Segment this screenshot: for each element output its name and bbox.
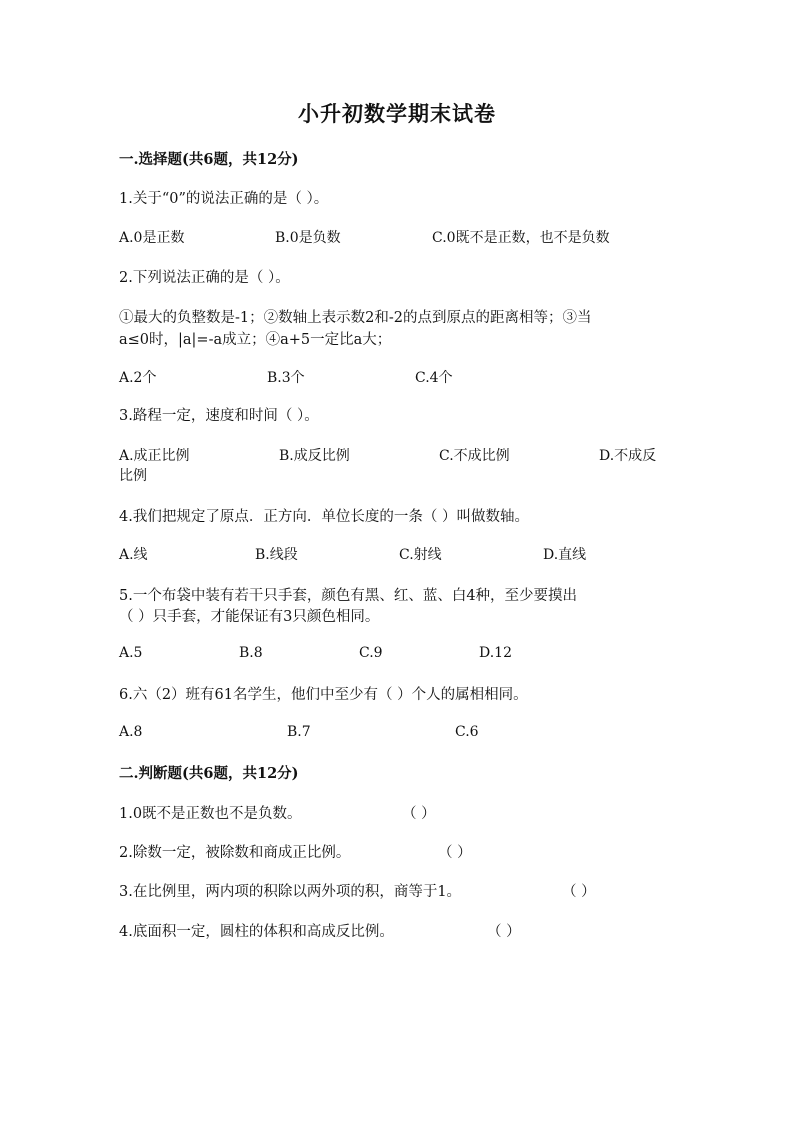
page-title: 小升初数学期末试卷 bbox=[298, 101, 496, 126]
question-4-option-b: B.线段 bbox=[255, 547, 298, 563]
question-3-option-b: B.成反比例 bbox=[279, 448, 350, 464]
question-6-option-c: C.6 bbox=[455, 724, 479, 740]
question-3-option-d-continued: 比例 bbox=[119, 468, 147, 484]
question-4-stem: 4.我们把规定了原点．正方向．单位长度的一条（ ）叫做数轴。 bbox=[119, 509, 529, 525]
judgement-item-4: 4.底面积一定，圆柱的体积和高成反比例。 bbox=[119, 924, 394, 940]
question-2-statement-line-1: ①最大的负整数是-1；②数轴上表示数2和-2的点到原点的距离相等；③当 bbox=[119, 310, 592, 326]
question-1-option-b: B.0是负数 bbox=[275, 230, 341, 246]
question-3-option-a: A.成正比例 bbox=[119, 448, 190, 464]
question-2-option-c: C.4个 bbox=[415, 370, 453, 386]
section-heading-judgement: 二.判断题(共6题，共12分) bbox=[119, 765, 299, 782]
judgement-item-2: 2.除数一定，被除数和商成正比例。 bbox=[119, 845, 351, 861]
question-1-option-c: C.0既不是正数，也不是负数 bbox=[432, 230, 610, 246]
question-3-option-c: C.不成比例 bbox=[439, 448, 510, 464]
question-4-option-c: C.射线 bbox=[399, 547, 442, 563]
judgement-item-3-answer-blank: （ ） bbox=[562, 884, 596, 900]
judgement-item-2-answer-blank: （ ） bbox=[438, 845, 472, 861]
question-4-option-d: D.直线 bbox=[543, 547, 587, 563]
question-2-stem: 2.下列说法正确的是（ ）。 bbox=[119, 270, 290, 286]
judgement-item-3: 3.在比例里，两内项的积除以两外项的积，商等于1。 bbox=[119, 884, 462, 900]
question-5-option-c: C.9 bbox=[359, 645, 383, 661]
question-3-option-d: D.不成反 bbox=[599, 448, 657, 464]
question-3-stem: 3.路程一定，速度和时间（ ）。 bbox=[119, 408, 319, 424]
question-5-stem-line-1: 5.一个布袋中装有若干只手套，颜色有黑、红、蓝、白4种，至少要摸出 bbox=[119, 588, 578, 604]
judgement-item-1-answer-blank: （ ） bbox=[402, 806, 436, 822]
section-heading-choice: 一.选择题(共6题，共12分) bbox=[119, 151, 299, 168]
question-6-stem: 6.六（2）班有61名学生，他们中至少有（ ）个人的属相相同。 bbox=[119, 687, 528, 703]
question-2-option-a: A.2个 bbox=[119, 370, 157, 386]
question-1-stem: 1.关于“0”的说法正确的是（ ）。 bbox=[119, 191, 329, 207]
question-6-option-a: A.8 bbox=[119, 724, 143, 740]
question-2-statement-line-2: a≤0时，|a|=-a成立；④a+5一定比a大； bbox=[119, 332, 392, 348]
question-5-option-d: D.12 bbox=[479, 645, 512, 661]
question-6-option-b: B.7 bbox=[287, 724, 311, 740]
question-5-option-b: B.8 bbox=[239, 645, 263, 661]
question-4-option-a: A.线 bbox=[119, 547, 148, 563]
question-1-option-a: A.0是正数 bbox=[119, 230, 185, 246]
question-5-option-a: A.5 bbox=[119, 645, 143, 661]
judgement-item-4-answer-blank: （ ） bbox=[487, 924, 521, 940]
judgement-item-1: 1.0既不是正数也不是负数。 bbox=[119, 806, 302, 822]
question-5-stem-line-2: （ ）只手套，才能保证有3只颜色相同。 bbox=[119, 609, 380, 625]
question-2-option-b: B.3个 bbox=[267, 370, 305, 386]
